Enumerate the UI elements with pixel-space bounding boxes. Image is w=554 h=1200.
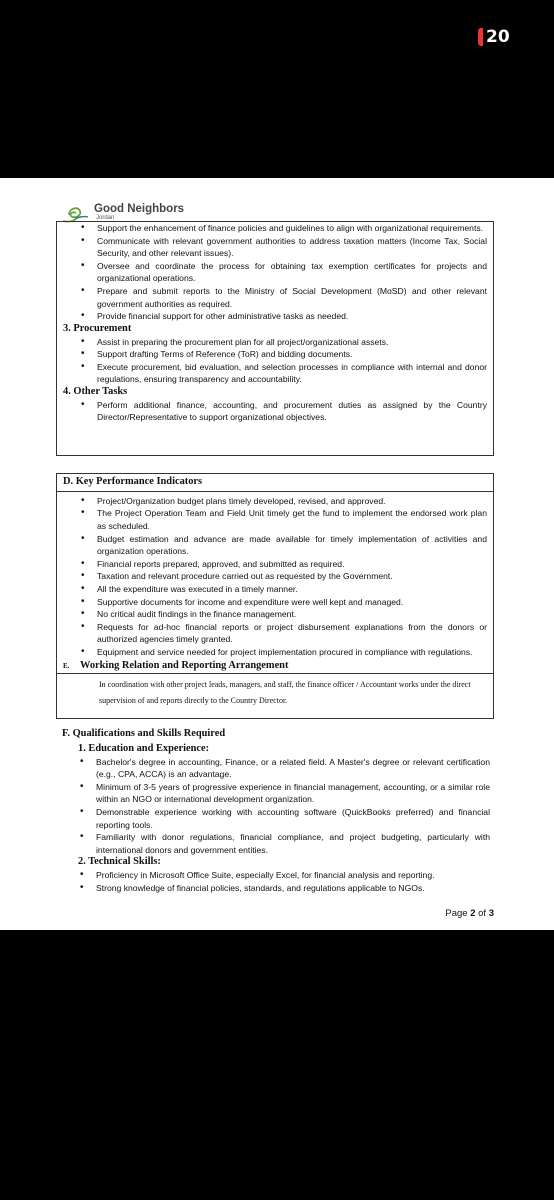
bullet-icon: •	[81, 284, 85, 296]
list-item-text: Assist in preparing the procurement plan for all project/organizational assets.	[97, 336, 389, 347]
bullet-icon: •	[81, 222, 85, 233]
list-item	[57, 361, 493, 386]
list-item	[56, 806, 496, 831]
bullet-icon: •	[81, 595, 85, 607]
page-number	[445, 908, 494, 921]
responsibilities-box	[56, 221, 494, 456]
bullet-icon: •	[81, 570, 85, 582]
bullet-icon: •	[80, 755, 84, 767]
bullet-icon: •	[81, 582, 85, 594]
list-item	[57, 507, 493, 532]
working-relation-heading	[57, 659, 493, 675]
list-item	[57, 399, 493, 424]
procurement-heading: 3. Procurement	[63, 322, 132, 334]
list-item-text: Oversee and coordinate the process for obtaining tax exemption certificates for projects and organizational operations.	[97, 260, 487, 284]
list-item-text: Bachelor's degree in accounting, Finance, or a related field. A Master's degree or relevant certification (e.g., CPA, ACCA) is an advantage.	[96, 756, 490, 780]
status-badge-count: 20	[486, 27, 510, 47]
bullet-icon: •	[80, 881, 84, 893]
bullet-icon: •	[81, 557, 85, 569]
logo-name: Good Neighbors	[94, 203, 185, 215]
list-item	[57, 495, 493, 508]
technical-list	[56, 869, 496, 894]
bullet-icon: •	[81, 335, 85, 347]
qualifications-section	[56, 728, 496, 894]
procurement-list	[57, 336, 493, 386]
other-tasks-list	[57, 399, 493, 424]
list-item	[57, 310, 493, 323]
list-item-text: Demonstrable experience working with accounting software (QuickBooks preferred) and financial reporting tools.	[96, 806, 490, 830]
badge-pip-icon	[478, 28, 483, 46]
bullet-icon: •	[81, 234, 85, 246]
finance-task-list	[57, 222, 493, 323]
list-item	[57, 222, 493, 235]
list-item-text: Financial reports prepared, approved, and submitted as required.	[97, 558, 345, 569]
list-item	[56, 756, 496, 781]
list-item-text: Perform additional finance, accounting, and procurement duties as assigned by the Country Director/Representative to support organizational objectives.	[97, 399, 487, 423]
bullet-icon: •	[81, 620, 85, 632]
list-item	[56, 882, 496, 895]
list-item-text: Execute procurement, bid evaluation, and selection processes in compliance with internal and donor regulations, ensuring transparency and accountability.	[97, 361, 487, 385]
list-item	[56, 831, 496, 856]
list-item	[57, 596, 493, 609]
bullet-icon: •	[81, 608, 85, 620]
list-item	[56, 781, 496, 806]
bullet-icon: •	[81, 398, 85, 410]
list-item-text: Requests for ad-hoc financial reports or project disbursement explanations from the donors or authorized agencies timely granted.	[97, 621, 487, 645]
working-relation-letter: E.	[63, 661, 70, 670]
kpi-heading: D. Key Performance Indicators	[57, 474, 493, 492]
list-item-text: Support drafting Terms of Reference (ToR) and bidding documents.	[97, 349, 353, 360]
list-item-text: Supportive documents for income and expenditure were well kept and managed.	[97, 596, 404, 607]
kpi-list	[57, 492, 493, 659]
list-item	[57, 646, 493, 659]
list-item-text: Communicate with relevant government authorities to address taxation matters (Income Tax, Social Security, and other relevant issues).	[97, 235, 487, 259]
bullet-icon: •	[80, 831, 84, 843]
list-item-text: Proficiency in Microsoft Office Suite, especially Excel, for financial analysis and reporting.	[96, 870, 435, 881]
page-current: 2	[470, 908, 476, 919]
list-item-text: No critical audit findings in the finance management.	[97, 609, 297, 620]
list-item	[57, 558, 493, 571]
list-item	[57, 533, 493, 558]
list-item	[57, 621, 493, 646]
list-item	[57, 583, 493, 596]
education-list	[56, 756, 496, 857]
list-item	[57, 285, 493, 310]
education-heading: 1. Education and Experience:	[78, 742, 210, 754]
bullet-icon: •	[81, 645, 85, 657]
list-item	[57, 235, 493, 260]
bullet-icon: •	[81, 532, 85, 544]
bullet-icon: •	[81, 348, 85, 360]
list-item	[57, 570, 493, 583]
kpi-box	[56, 473, 494, 719]
list-item-text: Project/Organization budget plans timely developed, revised, and approved.	[97, 495, 386, 506]
list-item-text: Familiarity with donor regulations, financial compliance, and project budgeting, particularly with international donors and government entities.	[96, 832, 490, 855]
list-item	[57, 260, 493, 285]
bullet-icon: •	[81, 494, 85, 506]
list-item-text: Equipment and service needed for project implementation procured in compliance with regulations.	[97, 646, 473, 657]
list-item	[57, 348, 493, 361]
page-total: 3	[488, 908, 494, 919]
list-item	[57, 608, 493, 621]
bullet-icon: •	[80, 780, 84, 792]
list-item-text: The Project Operation Team and Field Unit timely get the fund to implement the endorsed work plan as scheduled.	[97, 508, 487, 531]
bullet-icon: •	[81, 259, 85, 271]
technical-heading: 2. Technical Skills:	[78, 856, 161, 868]
document-page	[0, 178, 554, 930]
list-item-text: Minimum of 3-5 years of progressive experience in financial management, accounting, or a similar role within an NGO or international development organization.	[96, 781, 490, 805]
list-item	[56, 869, 496, 882]
bullet-icon: •	[81, 360, 85, 372]
list-item-text: Budget estimation and advance are made available for timely implementation of activities and organization operations.	[97, 533, 487, 557]
list-item-text: Prepare and submit reports to the Ministry of Social Development (MoSD) and other relevant government authorities as required.	[97, 285, 487, 309]
list-item-text: Strong knowledge of financial policies, standards, and regulations applicable to NGOs.	[96, 882, 425, 893]
page-label: Page	[445, 908, 468, 919]
qualifications-heading: F. Qualifications and Skills Required	[62, 728, 226, 739]
list-item-text: Support the enhancement of finance policies and guidelines to align with organizational requirements.	[97, 223, 484, 233]
logo-sub: Jordan	[96, 215, 115, 221]
bullet-icon: •	[81, 310, 85, 322]
bullet-icon: •	[81, 507, 85, 519]
list-item-text: All the expenditure was executed in a timely manner.	[97, 583, 298, 594]
status-badge	[478, 26, 514, 48]
list-item	[57, 336, 493, 349]
list-item-text: Provide financial support for other administrative tasks as needed.	[97, 311, 349, 322]
working-relation-title: Working Relation and Reporting Arrangement	[80, 659, 289, 671]
bullet-icon: •	[80, 805, 84, 817]
bullet-icon: •	[80, 869, 84, 881]
list-item-text: Taxation and relevant procedure carried out as requested by the Government.	[97, 571, 393, 582]
other-tasks-heading: 4. Other Tasks	[63, 385, 128, 397]
working-relation-text: In coordination with other project leads, managers, and staff, the finance officer / Accountant works under the direct supervision of and reports directly to the Country Director.	[99, 680, 471, 706]
page-of: of	[478, 908, 487, 919]
